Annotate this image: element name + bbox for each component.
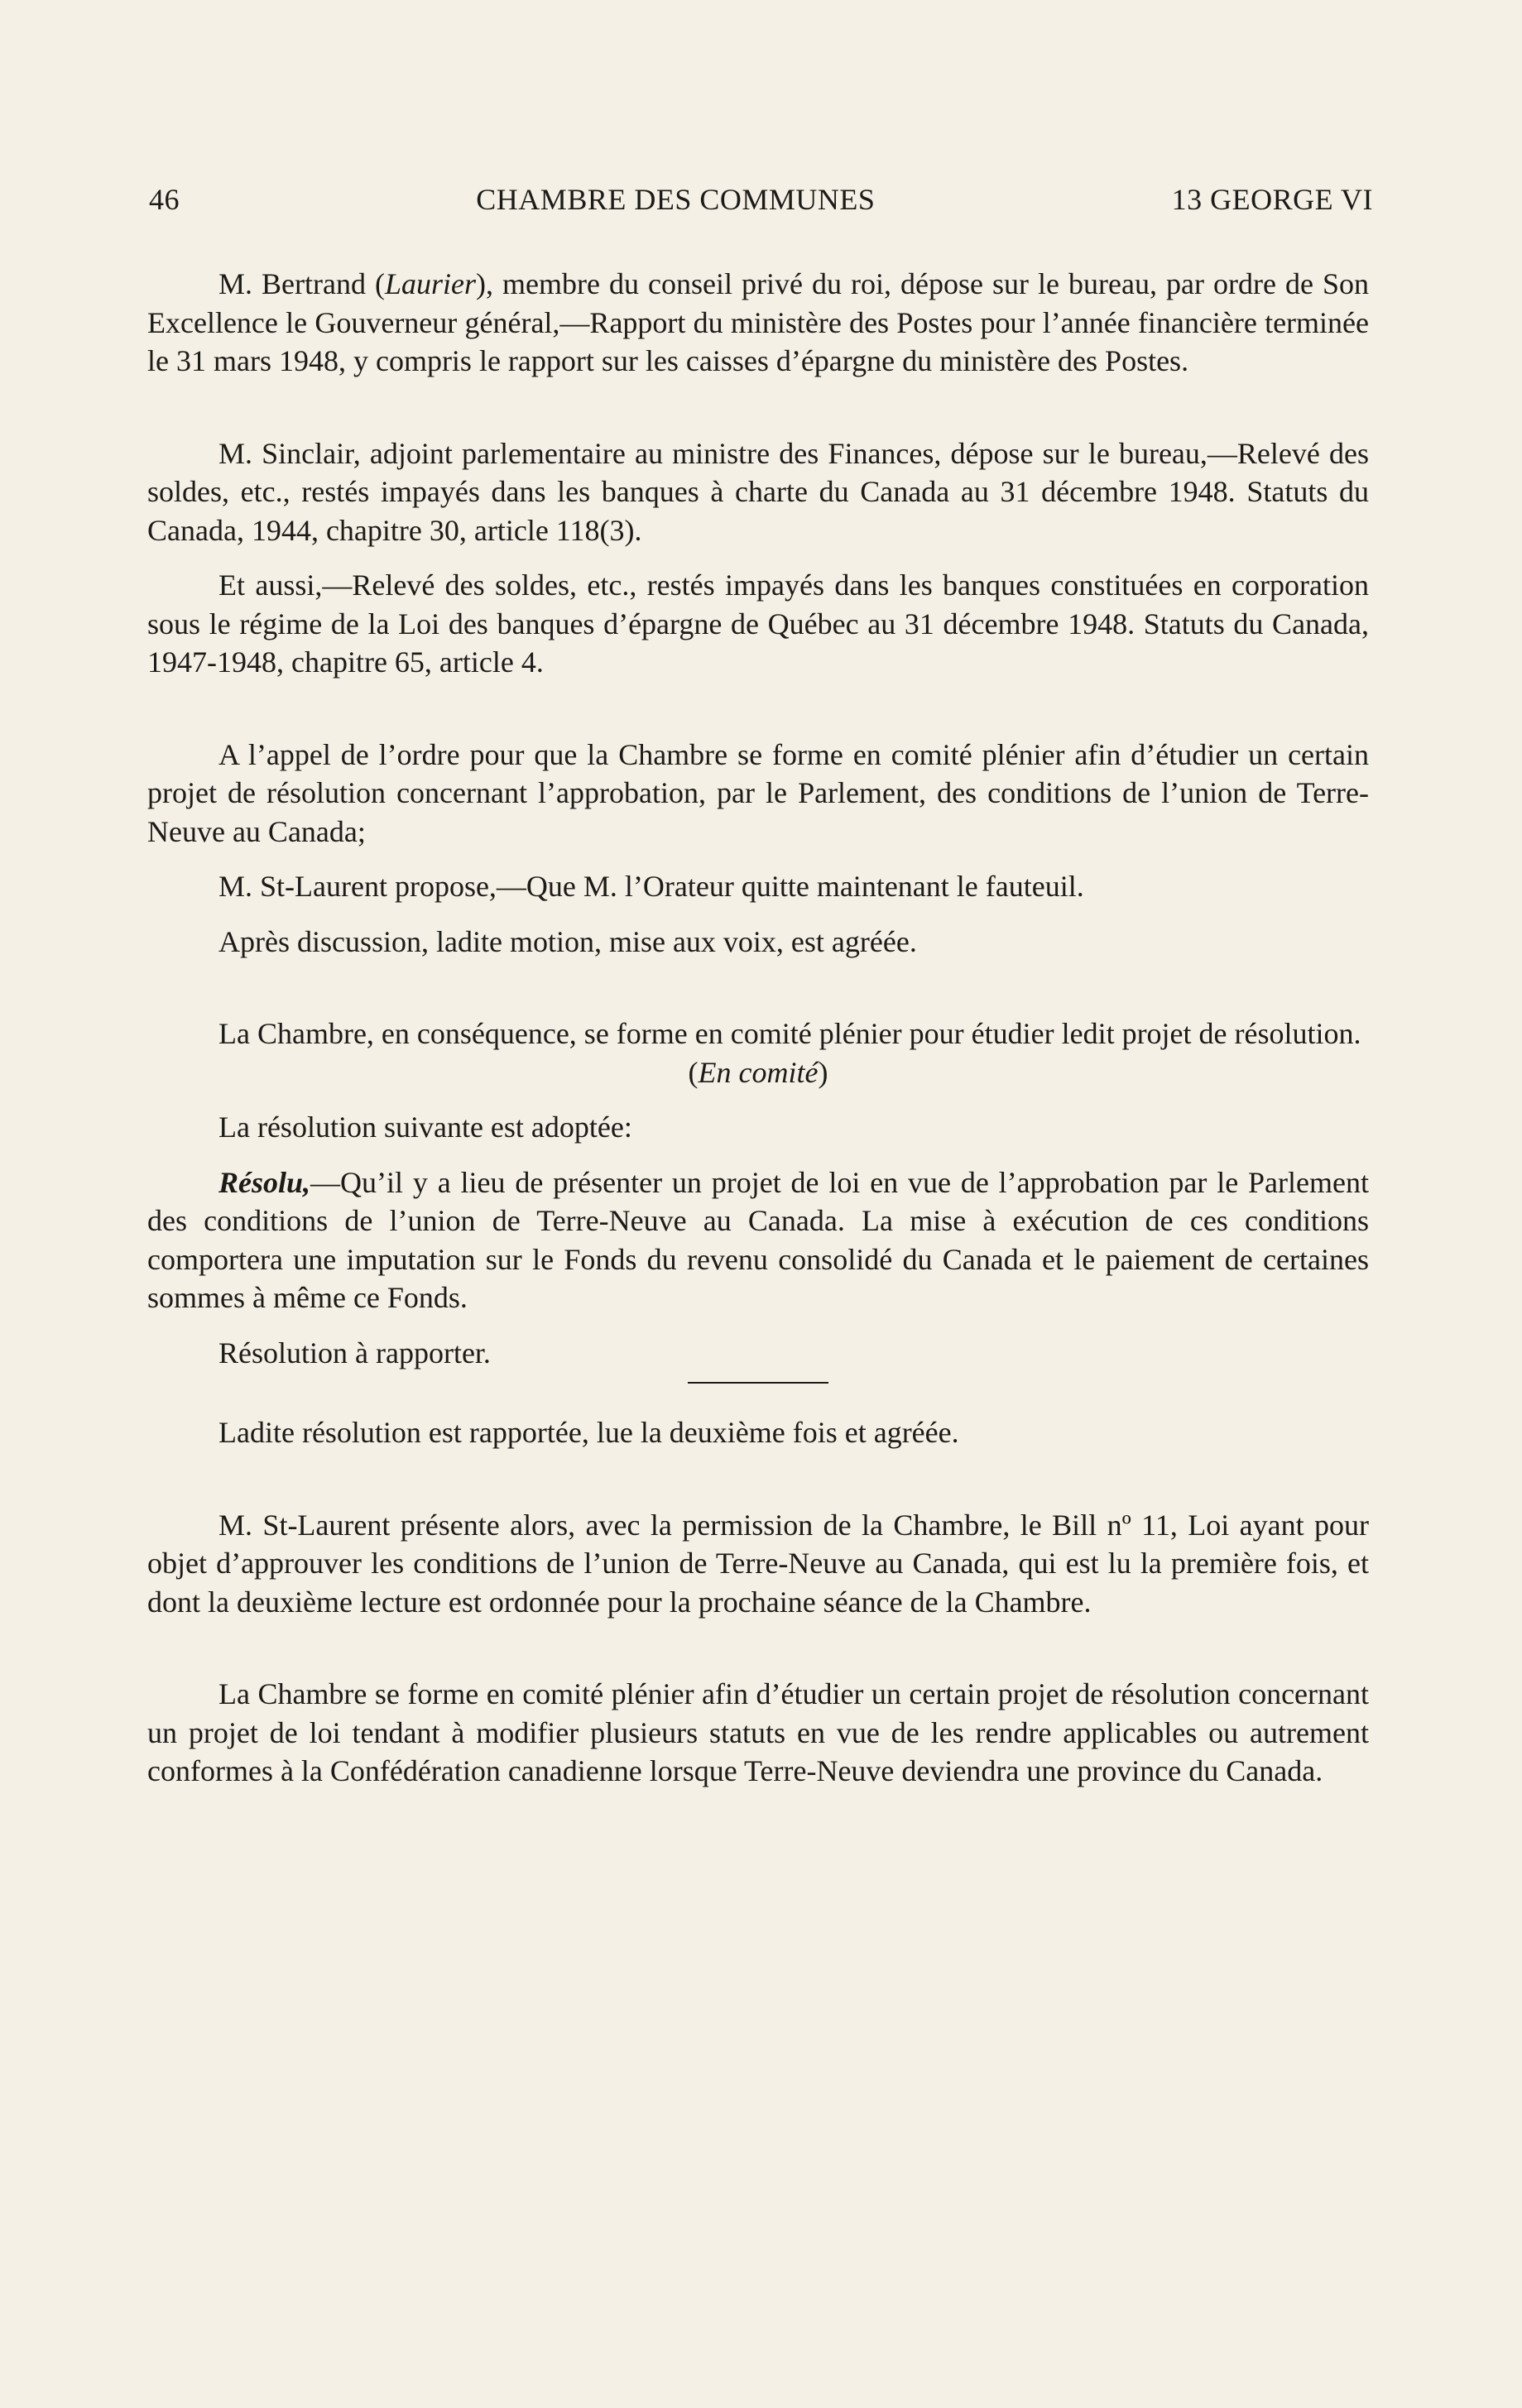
paragraph-resolution-adoptee: La résolution suivante est adoptée: xyxy=(218,1110,632,1144)
paragraph-bill-11: M. St-Laurent présente alors, avec la permission de la Chambre, le Bill nº 11, Loi ayant pour objet d’approuver les conditions de l’union de Terre-Neuve au Canada, qui est lu la première fois, et dont la deuxième lecture est ordonnée pour la prochaine séance de la Chambre. xyxy=(147,1508,1369,1619)
page-number: 46 xyxy=(149,183,180,216)
paragraph-resolu: Résolu,—Qu’il y a lieu de présenter un projet de loi en vue de l’approbation par le Parlement des conditions de l’union de Terre-Neuve au Canada. La mise à exécution de ces conditions comportera une imputation sur le Fonds du revenu consolidé du Canada et le paiement de certaines sommes à même ce Fonds. xyxy=(147,1165,1369,1314)
page-body xyxy=(147,265,1369,1791)
paragraph-rapportee: Ladite résolution est rapportée, lue la deuxième fois et agréée. xyxy=(218,1416,959,1449)
riding-name: Laurier xyxy=(385,267,477,300)
journal-title: CHAMBRE DES COMMUNES xyxy=(476,183,876,216)
paragraph-sinclair: M. Sinclair, adjoint parlementaire au ministre des Finances, dépose sur le bureau,—Relevé des soldes, etc., restés impayés dans les banques à charte du Canada au 31 décembre 1948. Statuts du Canada, 1944, chapitre 30, article 118(3). xyxy=(147,436,1369,547)
session-label: 13 GEORGE VI xyxy=(1171,183,1373,216)
running-header xyxy=(149,182,1373,217)
paragraph-discussion: Après discussion, ladite motion, mise aux voix, est agréée. xyxy=(218,924,917,958)
paragraph-bertrand: M. Bertrand (Laurier), membre du conseil privé du roi, dépose sur le bureau, par ordre de Son Excellence le Gouverneur général,—Rapport du ministère des Postes pour l’année financière terminée le 31 mars 1948, y compris le rapport sur les caisses d’épargne du ministère des Postes. xyxy=(147,267,1369,377)
paragraph-et-aussi: Et aussi,—Relevé des soldes, etc., restés impayés dans les banques constituées en corporation sous le régime de la Loi des banques d’épargne de Québec au 31 décembre 1948. Statuts du Canada, 1947-1948, chapitre 65, article 4. xyxy=(147,568,1369,679)
paragraph-motion: M. St-Laurent propose,—Que M. l’Orateur quitte maintenant le fauteuil. xyxy=(218,870,1084,903)
paragraph-appel-ordre: A l’appel de l’ordre pour que la Chambre se forme en comité plénier afin d’étudier un certain projet de résolution concernant l’approbation, par le Parlement, des conditions de l’union de Terre-Neuve au Canada; xyxy=(147,737,1369,848)
paragraph-comite-statuts: La Chambre se forme en comité plénier afin d’étudier un certain projet de résolution concernant un projet de loi tendant à modifier plusieurs statuts en vue de les rendre applicables ou autrement conformes à la Confédération canadienne lorsque Terre-Neuve deviendra une province du Canada. xyxy=(147,1677,1369,1787)
resolu-lead: Résolu, xyxy=(218,1165,311,1199)
paragraph-a-rapporter: Résolution à rapporter. xyxy=(218,1336,491,1369)
section-divider xyxy=(688,1382,828,1384)
committee-heading: (En comité) xyxy=(688,1055,828,1089)
paragraph-comite-plenier: La Chambre, en conséquence, se forme en comité plénier pour étudier ledit projet de résolution. xyxy=(218,1017,1361,1050)
